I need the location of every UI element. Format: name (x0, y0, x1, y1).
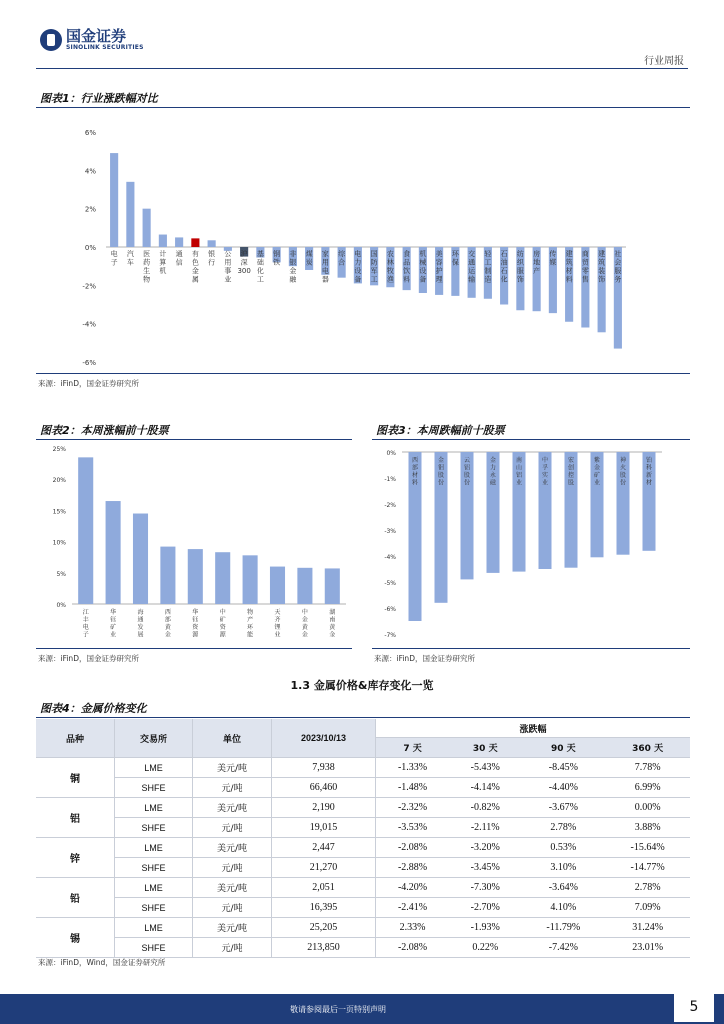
tick-label: 银行 (208, 250, 216, 267)
cell-exchange: SHFE (115, 938, 193, 958)
cell-d360: -14.77% (605, 858, 690, 878)
y-tick-label: 4% (84, 167, 96, 176)
cell-unit: 元/吨 (193, 818, 272, 838)
cell-price: 16,395 (272, 898, 376, 918)
col-change-group: 涨跌幅 (376, 719, 691, 738)
cell-d360: -15.64% (605, 838, 690, 858)
tick-label: 综合 (338, 250, 346, 267)
cell-d90: -8.45% (521, 758, 605, 778)
tick-label: 传媒 (549, 250, 557, 267)
cell-exchange: SHFE (115, 898, 193, 918)
bar (143, 209, 151, 247)
fig3-top-rule (372, 439, 690, 440)
cell-exchange: LME (115, 798, 193, 818)
tick-label: 有色金属 (191, 250, 199, 284)
cell-d30: -3.20% (449, 838, 521, 858)
bar (215, 552, 230, 604)
cell-d360: 2.78% (605, 878, 690, 898)
cell-price: 2,051 (272, 878, 376, 898)
col-90d: 90 天 (521, 738, 605, 758)
y-tick-label: -5% (384, 580, 396, 587)
y-tick-label: 0% (386, 450, 396, 457)
cell-d90: 4.10% (521, 898, 605, 918)
tick-label: 钢铁 (273, 250, 281, 267)
tick-label: 紫金矿业 (593, 457, 601, 487)
tick-label: 煤炭 (305, 250, 313, 267)
cell-d30: -1.93% (449, 918, 521, 938)
cell-exchange: SHFE (115, 818, 193, 838)
cell-d7: -2.41% (376, 898, 450, 918)
cell-unit: 美元/吨 (193, 878, 272, 898)
y-tick-label: 20% (52, 477, 66, 485)
cell-d7: -2.08% (376, 938, 450, 958)
tick-label: 美容护理 (435, 250, 443, 284)
fig4-top-rule (36, 717, 690, 718)
cell-price: 19,015 (272, 818, 376, 838)
cell-d7: -1.48% (376, 778, 450, 798)
tick-label: 铂科新材 (645, 457, 653, 487)
cell-unit: 美元/吨 (193, 798, 272, 818)
y-tick-label: -2% (384, 502, 396, 509)
cell-d30: -2.11% (449, 818, 521, 838)
fig3-top-losers-chart (372, 442, 690, 646)
company-logo (40, 28, 144, 51)
bar (78, 457, 93, 604)
bar (110, 153, 118, 247)
bar (208, 240, 216, 247)
tick-label: 南山铝业 (515, 457, 523, 487)
cell-d30: -4.14% (449, 778, 521, 798)
metal-name: 锌 (36, 838, 115, 878)
tick-label: 沪深 300 (237, 250, 251, 275)
cell-exchange: LME (115, 838, 193, 858)
cell-price: 2,447 (272, 838, 376, 858)
tick-label: 交通运输 (468, 250, 476, 284)
cell-d30: 0.22% (449, 938, 521, 958)
bar (133, 514, 148, 604)
cell-exchange: SHFE (115, 858, 193, 878)
tick-label: 中孚实业 (541, 457, 549, 487)
y-tick-label: -4% (82, 320, 96, 329)
cell-d360: 6.99% (605, 778, 690, 798)
col-exchange: 交易所 (115, 719, 193, 758)
tick-label: 湖南黄金 (329, 609, 336, 639)
tick-label: 社会服务 (614, 250, 622, 284)
cell-unit: 元/吨 (193, 858, 272, 878)
cell-d7: -2.08% (376, 838, 450, 858)
y-tick-label: -2% (82, 282, 96, 291)
cell-price: 7,938 (272, 758, 376, 778)
cell-d90: 2.78% (521, 818, 605, 838)
fig2-source: 来源：iFinD，国金证券研究所 (38, 654, 139, 663)
tick-label: 纺织服饰 (516, 250, 524, 284)
cell-d90: 0.53% (521, 838, 605, 858)
fig3-title: 图表3：本周跌幅前十股票 (376, 424, 505, 437)
tick-label: 金力永磁 (489, 457, 497, 487)
cell-d30: -5.43% (449, 758, 521, 778)
fig1-title: 图表1：行业涨跌幅对比 (40, 92, 158, 105)
tick-label: 建筑装饰 (598, 250, 606, 284)
table-row (36, 778, 690, 798)
bar (297, 568, 312, 604)
cell-price: 2,190 (272, 798, 376, 818)
cell-d360: 0.00% (605, 798, 690, 818)
tick-label: 国防军工 (370, 250, 378, 284)
col-variety: 品种 (36, 719, 115, 758)
cell-d360: 7.09% (605, 898, 690, 918)
tick-label: 商贸零售 (581, 250, 589, 284)
tick-label: 电力设备 (354, 250, 362, 284)
tick-label: 基础化工 (256, 250, 264, 284)
tick-label: 西部材料 (411, 457, 419, 487)
tick-label: 家用电器 (321, 250, 329, 284)
tick-label: 云铝股份 (463, 457, 471, 487)
tick-label: 非银金融 (289, 250, 297, 284)
table-row (36, 938, 690, 958)
tick-label: 宏创控股 (567, 457, 575, 487)
tick-label: 房地产 (533, 250, 541, 275)
y-tick-label: 2% (84, 205, 96, 214)
fig3-source: 来源：iFinD，国金证券研究所 (374, 654, 475, 663)
cell-d90: -3.67% (521, 798, 605, 818)
cell-d30: -2.70% (449, 898, 521, 918)
fig1-source: 来源：iFinD，国金证券研究所 (38, 379, 139, 388)
cell-d360: 23.01% (605, 938, 690, 958)
cell-d7: -3.53% (376, 818, 450, 838)
cell-d7: -2.88% (376, 858, 450, 878)
cell-d360: 7.78% (605, 758, 690, 778)
cell-price: 21,270 (272, 858, 376, 878)
metal-name: 铝 (36, 798, 115, 838)
bar (191, 238, 199, 247)
cell-unit: 美元/吨 (193, 838, 272, 858)
tick-label: 机械设备 (419, 250, 427, 284)
tick-label: 公用事业 (224, 250, 232, 284)
tick-label: 物产环能 (247, 609, 254, 639)
fig4-title: 图表4：金属价格变化 (40, 702, 147, 715)
tick-label: 天齐锂业 (274, 609, 281, 639)
y-tick-label: -4% (384, 554, 396, 561)
fig2-bottom-rule (36, 648, 352, 649)
tick-label: 通信 (175, 250, 183, 267)
y-tick-label: -1% (384, 476, 396, 483)
metal-name: 铅 (36, 878, 115, 918)
tick-label: 中金黄金 (301, 609, 308, 639)
cell-d90: -4.40% (521, 778, 605, 798)
cell-d90: -7.42% (521, 938, 605, 958)
fig4-source: 来源：iFinD，Wind，国金证券研究所 (38, 958, 166, 967)
bar (188, 549, 203, 604)
logo-en-text: SINOLINK SECURITIES (66, 44, 144, 51)
cell-unit: 元/吨 (193, 898, 272, 918)
table-row (36, 758, 690, 778)
tick-label: 江丰电子 (82, 609, 89, 639)
bar (175, 237, 183, 247)
cell-d7: -1.33% (376, 758, 450, 778)
tick-label: 建筑材料 (565, 250, 573, 284)
cell-d30: -3.45% (449, 858, 521, 878)
y-tick-label: 25% (52, 446, 66, 453)
cell-d360: 31.24% (605, 918, 690, 938)
cell-d30: -7.30% (449, 878, 521, 898)
tick-label: 华钰资源 (192, 609, 199, 639)
cell-unit: 元/吨 (193, 778, 272, 798)
y-tick-label: -7% (384, 632, 396, 639)
tick-label: 医药生物 (143, 250, 151, 284)
cell-unit: 美元/吨 (193, 918, 272, 938)
fig2-top-rule (36, 439, 352, 440)
fig3-bottom-rule (372, 648, 690, 649)
fig1-bottom-rule (36, 373, 690, 374)
tick-label: 西部黄金 (164, 609, 171, 639)
cell-exchange: LME (115, 878, 193, 898)
fig1-industry-chart (36, 110, 690, 372)
bar (270, 567, 285, 604)
cell-unit: 元/吨 (193, 938, 272, 958)
cell-price: 25,205 (272, 918, 376, 938)
y-tick-label: -6% (384, 606, 396, 613)
cell-d360: 3.88% (605, 818, 690, 838)
tick-label: 神火股份 (619, 457, 627, 487)
bar (159, 235, 167, 247)
tick-label: 海通发展 (137, 609, 144, 639)
bar (243, 555, 258, 604)
tick-label: 环保 (451, 250, 459, 267)
cell-d7: 2.33% (376, 918, 450, 938)
table-row (36, 918, 690, 938)
fig2-top-gainers-chart (36, 442, 352, 646)
table-row (36, 798, 690, 818)
tick-label: 华钰矿业 (110, 609, 117, 639)
table-row (36, 898, 690, 918)
y-tick-label: 0% (56, 602, 66, 609)
bar (160, 547, 175, 604)
cell-d7: -4.20% (376, 878, 450, 898)
logo-cn-text: 国金证券 (66, 27, 127, 45)
cell-d90: -11.79% (521, 918, 605, 938)
metal-price-table (36, 719, 690, 958)
tick-label: 农林牧渔 (386, 250, 394, 284)
tick-label: 轻工制造 (484, 250, 492, 284)
cell-price: 66,460 (272, 778, 376, 798)
tick-label: 食品饮料 (403, 250, 411, 284)
fig1-top-rule (36, 107, 690, 108)
cell-unit: 美元/吨 (193, 758, 272, 778)
section-title: 1.3 金属价格&库存变化一览 (290, 679, 434, 692)
footer-disclaimer: 敬请参阅最后一页特别声明 (290, 1005, 386, 1014)
y-tick-label: 5% (56, 570, 66, 578)
tick-label: 计算机 (159, 250, 167, 275)
page-number: 5 (674, 992, 714, 1022)
col-date: 2023/10/13 (272, 719, 376, 758)
cell-d90: -3.64% (521, 878, 605, 898)
metal-name: 铜 (36, 758, 115, 798)
cell-d90: 3.10% (521, 858, 605, 878)
bar (106, 501, 121, 604)
table-row (36, 878, 690, 898)
tick-label: 石油石化 (500, 250, 508, 284)
cell-exchange: LME (115, 758, 193, 778)
cell-price: 213,850 (272, 938, 376, 958)
cell-d7: -2.32% (376, 798, 450, 818)
y-tick-label: -3% (384, 528, 396, 535)
y-tick-label: 0% (84, 244, 96, 252)
tick-label: 汽车 (126, 250, 134, 267)
tick-label: 中矿资源 (219, 609, 226, 639)
col-30d: 30 天 (449, 738, 521, 758)
y-tick-label: 6% (84, 129, 96, 137)
bar (325, 568, 340, 604)
tick-label: 金钼股份 (437, 457, 445, 487)
col-7d: 7 天 (376, 738, 450, 758)
col-unit: 单位 (193, 719, 272, 758)
bar (126, 182, 134, 247)
cell-exchange: SHFE (115, 778, 193, 798)
col-360d: 360 天 (605, 738, 690, 758)
header-divider (36, 68, 688, 69)
report-category: 行业周报 (644, 56, 684, 67)
metal-name: 锡 (36, 918, 115, 958)
cell-exchange: LME (115, 918, 193, 938)
table-row (36, 818, 690, 838)
fig2-title: 图表2：本周涨幅前十股票 (40, 424, 169, 437)
y-tick-label: 15% (52, 508, 66, 516)
logo-icon (40, 29, 62, 51)
table-row (36, 838, 690, 858)
tick-label: 电子 (110, 250, 118, 267)
table-row (36, 858, 690, 878)
cell-d30: -0.82% (449, 798, 521, 818)
y-tick-label: 10% (52, 539, 66, 547)
y-tick-label: -6% (82, 359, 96, 367)
